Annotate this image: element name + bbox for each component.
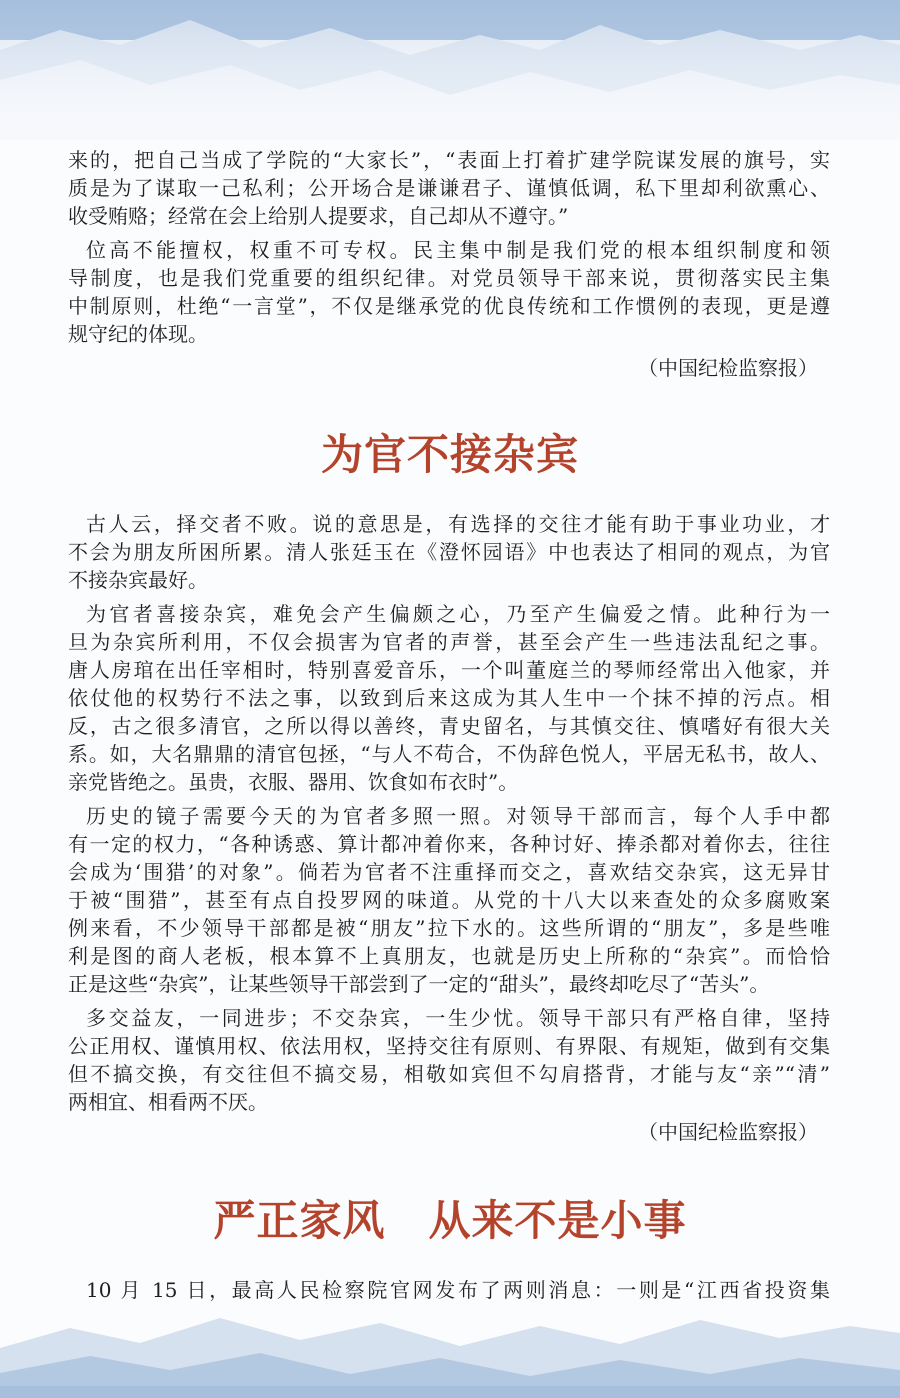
article-source: （中国纪检监察报）: [638, 1120, 818, 1144]
paragraph-line: 不会为朋友所困所累。清人张廷玉在《澄怀园语》中也表达了相同的观点，为官: [68, 540, 830, 564]
paragraph-line: 例来看，不少领导干部都是被“朋友”拉下水的。这些所谓的“朋友”，多是些唯: [68, 916, 830, 940]
paragraph-line: 古人云，择交者不败。说的意思是，有选择的交往才能有助于事业功业，才: [86, 512, 830, 536]
paragraph-line: 位高不能擅权，权重不可专权。民主集中制是我们党的根本组织制度和领: [86, 238, 830, 262]
paragraph-line: 来的，把自己当成了学院的“大家长”，“表面上打着扩建学院谋发展的旗号，实: [68, 148, 830, 172]
paragraph-line: 旦为杂宾所利用，不仅会损害为官者的声誉，甚至会产生一些违法乱纪之事。: [68, 630, 830, 654]
paragraph-line: 唐人房琯在出任宰相时，特别喜爱音乐，一个叫董庭兰的琴师经常出入他家，并: [68, 658, 830, 682]
paragraph-line: 导制度，也是我们党重要的组织纪律。对党员领导干部来说，贯彻落实民主集: [68, 266, 830, 290]
paragraph-line: 收受贿赂；经常在会上给别人提要求，自己却从不遵守。”: [68, 204, 569, 228]
article-title: 为官不接杂宾: [320, 430, 579, 479]
paragraph-line: 系。如，大名鼎鼎的清官包拯，“与人不苟合，不伪辞色悦人，平居无私书，故人、: [68, 742, 830, 766]
paragraph-line: 会成为‘围猎’的对象”。倘若为官者不注重择而交之，喜欢结交杂宾，这无异甘: [68, 860, 830, 884]
article-title: 严正家风 从来不是小事: [213, 1196, 687, 1245]
paragraph-line: 不接杂宾最好。: [68, 568, 208, 592]
paragraph-line: 10 月 15 日，最高人民检察院官网发布了两则消息：一则是“江西省投资集: [86, 1278, 830, 1302]
paragraph-line: 规守纪的体现。: [68, 322, 208, 346]
paragraph-line: 多交益友，一同进步；不交杂宾，一生少忧。领导干部只有严格自律，坚持: [86, 1006, 830, 1030]
paragraph-line: 正是这些“杂宾”，让某些领导干部尝到了一定的“甜头”，最终却吃尽了“苦头”。: [68, 972, 770, 996]
paragraph-line: 公正用权、谨慎用权、依法用权，坚持交往有原则、有界限、有规矩，做到有交集: [68, 1034, 830, 1058]
paragraph-line: 于被“围猎”，甚至有点自投罗网的味道。从党的十八大以来查处的众多腐败案: [68, 888, 830, 912]
paragraph-line: 依仗他的权势行不法之事，以致到后来这成为其人生中一个抹不掉的污点。相: [68, 686, 830, 710]
mountain-header-decoration: [0, 0, 900, 140]
paragraph-line: 质是为了谋取一己私利；公开场合是谦谦君子、谨慎低调，私下里却利欲熏心、: [68, 176, 830, 200]
paragraph-line: 两相宜、相看两不厌。: [68, 1090, 268, 1114]
paragraph-line: 历史的镜子需要今天的为官者多照一照。对领导干部而言，每个人手中都: [86, 804, 830, 828]
article-source: （中国纪检监察报）: [638, 356, 818, 380]
paragraph-line: 反，古之很多清官，之所以得以善终，青史留名，与其慎交往、慎嗜好有很大关: [68, 714, 830, 738]
paragraph-line: 利是图的商人老板，根本算不上真朋友，也就是历史上所称的“杂宾”。而恰恰: [68, 944, 830, 968]
paragraph-line: 有一定的权力，“各种诱惑、算计都冲着你来，各种讨好、捧杀都对着你去，往往: [68, 832, 830, 856]
paragraph-line: 亲党皆绝之。虽贵，衣服、器用、饮食如布衣时”。: [68, 770, 519, 794]
paragraph-line: 中制原则，杜绝“一言堂”，不仅是继承党的优良传统和工作惯例的表现，更是遵: [68, 294, 830, 318]
paragraph-line: 为官者喜接杂宾，难免会产生偏颇之心，乃至产生偏爱之情。此种行为一: [86, 602, 830, 626]
paragraph-line: 但不搞交换，有交往但不搞交易，相敬如宾但不勾肩搭背，才能与友“亲”“清”: [68, 1062, 830, 1086]
